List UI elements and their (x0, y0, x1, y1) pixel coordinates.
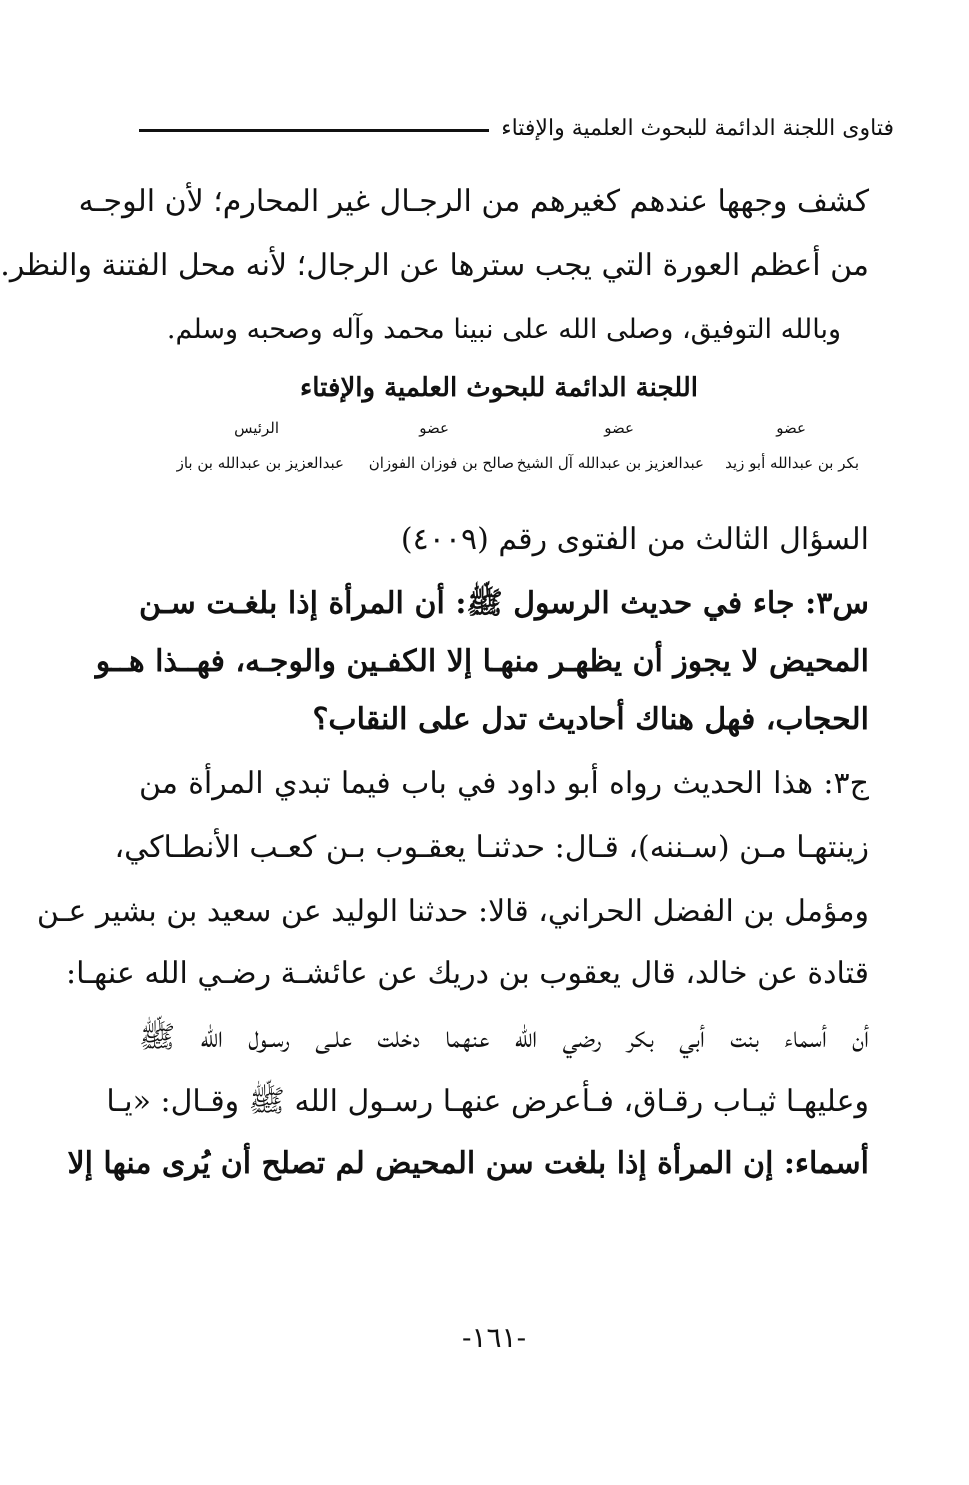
page-number: -١٦١- (461, 1321, 527, 1354)
header-rule (139, 129, 489, 132)
intro-line-1: كشف وجهها عندهم كغيرهم من الرجـال غير المحارم؛ لأن الوجـه (78, 184, 869, 219)
answer-line-6: وعليهـا ثيـاب رقـاق، فـأعرض عنهـا رسـول الله ﷺ وقـال: «يـا (106, 1084, 869, 1119)
answer-line-2: زينتهـا مـن (سـننه)، قـال: حدثنـا يعقـوب بـن كعـب الأنطـاكي، (114, 830, 869, 865)
signatory-role-2: عضو (604, 419, 634, 437)
answer-line-1: ج٣: هذا الحديث رواه أبو داود في باب فيما تبدي المرأة من (139, 766, 869, 801)
answer-line-3: ومؤمل بن الفضل الحراني، قالا: حدثنا الوليد عن سعيد بن بشير عـن (36, 894, 869, 929)
signatory-role-3: عضو (419, 419, 449, 437)
signatory-name-4: عبدالعزيز بن عبدالله بن باز (176, 454, 344, 472)
signatory-name-3: صالح بن فوزان الفوزان (368, 454, 514, 472)
answer-line-7: أسماء: إن المرأة إذا بلغت سن المحيض لم تصلح أن يُرى منها إلا (67, 1146, 869, 1181)
running-header-title: فتاوى اللجنة الدائمة للبحوث العلمية والإفتاء (501, 115, 894, 141)
closing-line: وبالله التوفيق، وصلى الله على نبينا محمد وآله وصحبه وسلم. (166, 314, 842, 345)
committee-title: اللجنة الدائمة للبحوث العلمية والإفتاء (300, 373, 698, 403)
fatwa-heading: السؤال الثالث من الفتوى رقم (٤٠٠٩) (400, 522, 869, 557)
signatory-name-1: بكر بن عبدالله أبو زيد (725, 454, 859, 472)
signatory-name-2: عبدالعزيز بن عبدالله آل الشيخ (516, 454, 704, 472)
question-line-3: الحجاب، فهل هناك أحاديث تدل على النقاب؟ (312, 702, 869, 737)
intro-line-2: من أعظم العورة التي يجب سترها عن الرجال؛ لأنه محل الفتنة والنظر. (0, 248, 869, 283)
signatory-role-1: عضو (776, 419, 806, 437)
running-header (139, 108, 894, 148)
signatory-role-4: الرئيس (234, 419, 279, 437)
answer-line-4: قتادة عن خالد، قال يعقوب بن دريك عن عائشـة رضـي الله عنهـا: (65, 956, 869, 991)
question-line-2: المحيض لا يجوز أن يظهـر منهـا إلا الكفـين والوجـه، فهــذا هــو (95, 644, 869, 679)
answer-line-5: أن أسماء بنت أبي بكر رضي الله عنهما دخلت علـى رسـول الله ﷺ (139, 1020, 869, 1055)
question-line-1: س٣: جاء في حديث الرسول ﷺ: أن المرأة إذا بلغـت سـن (139, 586, 869, 621)
